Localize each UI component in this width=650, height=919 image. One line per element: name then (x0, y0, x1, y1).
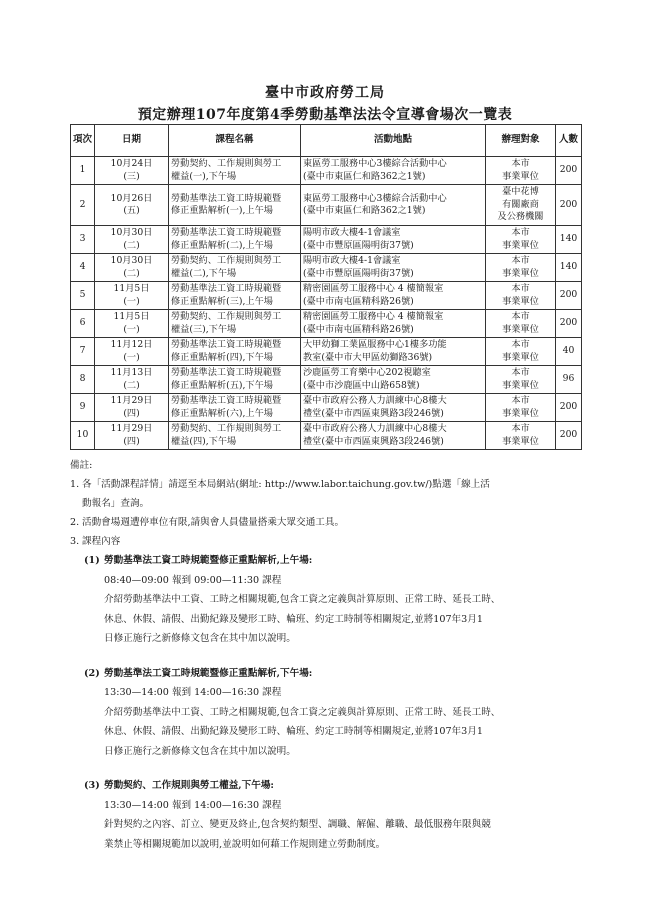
table-row (71, 310, 582, 338)
venue-line: 東區勞工服務中心3樓綜合活動中心 (303, 158, 447, 169)
note-number: 2. (70, 517, 80, 528)
cell-course (169, 422, 301, 450)
col-header-target: 辦理對象 (486, 125, 556, 157)
section-desc-line: 日修正施行之新修條文包含在其中加以說明。 (104, 633, 296, 644)
table-row (71, 338, 582, 366)
table-row (71, 394, 582, 422)
agency-name: 臺中市政府勞工局 (265, 85, 385, 101)
cell-course (169, 226, 301, 254)
venue-line: 臺中市政府公務人力訓練中心8樓大 (303, 395, 447, 406)
date-line: 11月29日 (110, 423, 153, 434)
cell-date (95, 282, 169, 310)
venue-line: 沙鹿區勞工育樂中心202視聽室 (303, 367, 431, 378)
cell-no: 3 (71, 226, 95, 254)
section-title (84, 664, 584, 684)
cell-no: 2 (71, 185, 95, 226)
cell-target (486, 338, 556, 366)
cell-venue (301, 226, 486, 254)
cell-no: 4 (71, 254, 95, 282)
cell-venue (301, 422, 486, 450)
cell-venue (301, 282, 486, 310)
section-number: (3) (84, 780, 100, 791)
cell-course (169, 254, 301, 282)
course-line: 權益(一),下午場 (171, 170, 237, 182)
cell-capacity: 200 (556, 185, 582, 226)
cell-date (95, 185, 169, 226)
target-line: 本市 (511, 423, 530, 434)
cell-target (486, 185, 556, 226)
note-line: 各「活動課程詳情」請逕至本局網站(網址: http://www.labor.taichung.gov.tw/)點選「線上活 (82, 479, 490, 490)
target-line: 本市 (511, 158, 530, 169)
cell-target (486, 422, 556, 450)
venue-line: 陽明市政大樓4-1會議室 (303, 255, 401, 266)
cell-date (95, 422, 169, 450)
target-line: 本市 (511, 367, 530, 378)
section-title-text: 勞動基準法工資工時規範暨修正重點解析,下午場: (104, 667, 313, 679)
schedule-table (70, 124, 582, 450)
note-number: 1. (70, 479, 80, 490)
weekday-line: (一) (123, 295, 140, 307)
course-line: 勞動契約、工作規則與勞工 (171, 255, 282, 266)
target-line: 事業單位 (502, 435, 539, 447)
col-header-venue: 活動地點 (301, 125, 486, 157)
cell-target (486, 394, 556, 422)
cell-date (95, 157, 169, 185)
date-line: 11月29日 (110, 395, 153, 406)
course-section (84, 551, 584, 649)
cell-no: 7 (71, 338, 95, 366)
course-content-sections (84, 551, 584, 869)
note-number: 3. (70, 536, 80, 547)
section-title (84, 776, 584, 796)
section-body (84, 796, 584, 855)
target-line: 本市 (511, 339, 530, 350)
cell-capacity: 96 (556, 366, 582, 394)
date-line: 11月5日 (113, 311, 150, 322)
weekday-line: (一) (123, 351, 140, 363)
weekday-line: (一) (123, 323, 140, 335)
col-header-capacity: 人數 (556, 125, 582, 157)
course-line: 勞動契約、工作規則與勞工 (171, 423, 282, 434)
cell-capacity: 200 (556, 157, 582, 185)
cell-venue (301, 338, 486, 366)
section-number: (2) (84, 667, 100, 679)
venue-line: 教室(臺中市大甲區幼獅路36號) (303, 351, 433, 363)
cell-course (169, 310, 301, 338)
section-title-text: 勞動基準法工資工時規範暨修正重點解析,上午場: (104, 555, 313, 566)
target-line: 事業單位 (502, 323, 539, 335)
weekday-line: (二) (123, 239, 140, 251)
cell-venue (301, 254, 486, 282)
cell-venue (301, 366, 486, 394)
cell-venue (301, 394, 486, 422)
cell-venue (301, 185, 486, 226)
cell-capacity: 200 (556, 310, 582, 338)
target-line: 臺中花博 (502, 186, 539, 198)
venue-line: 精密園區勞工服務中心 4 樓簡報室 (303, 283, 444, 294)
table-row (71, 254, 582, 282)
target-line: 有關廠商 (502, 198, 539, 210)
cell-capacity: 200 (556, 282, 582, 310)
venue-line: 禮堂(臺中市西區東興路3段246號) (303, 407, 444, 419)
course-line: 勞動契約、工作規則與勞工 (171, 311, 282, 322)
date-line: 11月13日 (110, 367, 153, 378)
section-time: 13:30—14:00 報到 14:00—16:30 課程 (104, 799, 282, 811)
weekday-line: (五) (123, 205, 140, 216)
cell-course (169, 394, 301, 422)
cell-date (95, 310, 169, 338)
section-title (84, 551, 584, 571)
weekday-line: (四) (123, 407, 140, 419)
target-line: 本市 (511, 311, 530, 322)
target-line: 本市 (511, 227, 530, 238)
target-line: 事業單位 (502, 267, 539, 279)
course-line: 勞動基準法工資工時規範暨 (171, 395, 282, 406)
cell-date (95, 338, 169, 366)
course-line: 勞動基準法工資工時規範暨 (171, 192, 282, 204)
cell-course (169, 185, 301, 226)
venue-line: 大甲幼獅工業區服務中心1樓多功能 (303, 339, 447, 350)
cell-date (95, 254, 169, 282)
cell-target (486, 157, 556, 185)
target-line: 事業單位 (502, 170, 539, 182)
cell-course (169, 338, 301, 366)
section-desc-line: 針對契約之內容、訂立、變更及終止,包含契約類型、調職、解僱、離職、最低服務年限與競 (104, 819, 491, 830)
target-line: 本市 (511, 255, 530, 266)
cell-target (486, 226, 556, 254)
section-number: (1) (84, 555, 100, 566)
venue-line: (臺中市東區仁和路362之1號) (303, 170, 426, 182)
weekday-line: (二) (123, 379, 140, 391)
date-line: 10月26日 (110, 192, 153, 204)
weekday-line: (二) (123, 267, 140, 279)
weekday-line: (三) (123, 170, 140, 182)
course-line: 修正重點解析(五),下午場 (171, 379, 273, 391)
course-section (84, 776, 584, 854)
col-header-course: 課程名稱 (169, 125, 301, 157)
cell-capacity: 40 (556, 338, 582, 366)
cell-course (169, 366, 301, 394)
venue-line: 陽明市政大樓4-1會議室 (303, 227, 401, 238)
note-line: 活動會場週遭停車位有限,請與會人員儘量搭乘大眾交通工具。 (82, 517, 345, 528)
table-row (71, 282, 582, 310)
document-title: 預定辦理107年度第4季勞動基準法法令宣導會場次一覽表 (137, 107, 513, 123)
section-desc-line: 休息、休假、請假、出勤紀錄及變形工時、輪班、約定工時制等相關規定,並將107年3月1 (104, 613, 483, 625)
note-item (70, 475, 590, 513)
course-line: 修正重點解析(三),上午場 (171, 295, 273, 307)
venue-line: (臺中市豐原區陽明街37號) (303, 239, 414, 251)
course-line: 修正重點解析(四),下午場 (171, 351, 273, 363)
course-line: 勞動基準法工資工時規範暨 (171, 227, 282, 238)
cell-target (486, 254, 556, 282)
cell-capacity: 140 (556, 254, 582, 282)
date-line: 10月30日 (110, 227, 153, 238)
venue-line: 東區勞工服務中心3樓綜合活動中心 (303, 192, 447, 204)
section-desc-line: 休息、休假、請假、出勤紀錄及變形工時、輪班、約定工時制等相關規定,並將107年3月1 (104, 726, 483, 737)
note-item (70, 513, 590, 532)
date-line: 10月30日 (110, 255, 153, 266)
target-line: 事業單位 (502, 379, 539, 391)
cell-date (95, 394, 169, 422)
venue-line: 臺中市政府公務人力訓練中心8樓大 (303, 423, 447, 434)
section-body (84, 683, 584, 761)
section-desc-line: 介紹勞動基準法中工資、工時之相關規範,包含工資之定義與計算原則、正常工時、延長工時、 (104, 706, 501, 718)
venue-line: (臺中市豐原區陽明街37號) (303, 267, 414, 279)
course-line: 修正重點解析(六),上午場 (171, 407, 273, 419)
cell-date (95, 366, 169, 394)
cell-no: 9 (71, 394, 95, 422)
target-line: 本市 (511, 283, 530, 294)
target-line: 本市 (511, 395, 530, 406)
target-line: 及公務機關 (497, 211, 544, 223)
cell-venue (301, 310, 486, 338)
course-line: 權益(四),下午場 (171, 435, 237, 447)
course-line: 勞動契約、工作規則與勞工 (171, 158, 282, 169)
section-desc-line: 介紹勞動基準法中工資、工時之相關規範,包含工資之定義與計算原則、正常工時、延長工時、 (104, 594, 501, 605)
notes-label: 備註: (70, 460, 93, 471)
course-line: 修正重點解析(二),上午場 (171, 239, 273, 251)
section-desc-line: 業禁止等相關規範加以說明,並說明如何藉工作規則建立勞動制度。 (104, 838, 386, 850)
section-body (84, 571, 584, 649)
table-row (71, 157, 582, 185)
table-row (71, 366, 582, 394)
cell-no: 8 (71, 366, 95, 394)
venue-line: (臺中市東區仁和路362之1號) (303, 205, 426, 216)
course-line: 權益(三),下午場 (171, 323, 237, 335)
cell-capacity: 200 (556, 394, 582, 422)
cell-capacity: 140 (556, 226, 582, 254)
note-item (70, 532, 590, 551)
notes-section (70, 456, 590, 551)
venue-line: (臺中市沙鹿區中山路658號) (303, 379, 420, 391)
cell-no: 1 (71, 157, 95, 185)
note-line: 動報名」查詢。 (82, 498, 150, 509)
venue-line: 禮堂(臺中市西區東興路3段246號) (303, 435, 444, 447)
table-row (71, 226, 582, 254)
venue-line: (臺中市南屯區精科路26號) (303, 323, 414, 335)
course-line: 勞動基準法工資工時規範暨 (171, 283, 282, 294)
cell-venue (301, 157, 486, 185)
cell-target (486, 366, 556, 394)
venue-line: (臺中市南屯區精科路26號) (303, 295, 414, 307)
weekday-line: (四) (123, 435, 140, 447)
section-title-text: 勞動契約、工作規則與勞工權益,下午場: (104, 780, 274, 791)
course-section (84, 664, 584, 762)
date-line: 11月5日 (113, 283, 150, 294)
course-line: 修正重點解析(一),上午場 (171, 205, 273, 216)
target-line: 事業單位 (502, 407, 539, 419)
cell-no: 5 (71, 282, 95, 310)
target-line: 事業單位 (502, 239, 539, 251)
cell-course (169, 282, 301, 310)
table-row (71, 185, 582, 226)
venue-line: 精密園區勞工服務中心 4 樓簡報室 (303, 311, 444, 322)
cell-no: 10 (71, 422, 95, 450)
date-line: 10月24日 (110, 158, 153, 169)
col-header-date: 日期 (95, 125, 169, 157)
cell-date (95, 226, 169, 254)
section-time: 08:40—09:00 報到 09:00—11:30 課程 (104, 574, 282, 586)
course-line: 權益(二),下午場 (171, 267, 237, 279)
course-line: 勞動基準法工資工時規範暨 (171, 339, 282, 350)
target-line: 事業單位 (502, 351, 539, 363)
cell-capacity: 200 (556, 422, 582, 450)
table-row (71, 422, 582, 450)
date-line: 11月12日 (110, 339, 153, 350)
course-line: 勞動基準法工資工時規範暨 (171, 367, 282, 378)
note-line: 課程內容 (82, 536, 121, 547)
cell-course (169, 157, 301, 185)
target-line: 事業單位 (502, 295, 539, 307)
section-desc-line: 日修正施行之新修條文包含在其中加以說明。 (104, 745, 296, 757)
cell-target (486, 310, 556, 338)
col-header-no: 項次 (71, 125, 95, 157)
section-time: 13:30—14:00 報到 14:00—16:30 課程 (104, 687, 282, 698)
cell-target (486, 282, 556, 310)
cell-no: 6 (71, 310, 95, 338)
table-header-row (71, 125, 582, 157)
